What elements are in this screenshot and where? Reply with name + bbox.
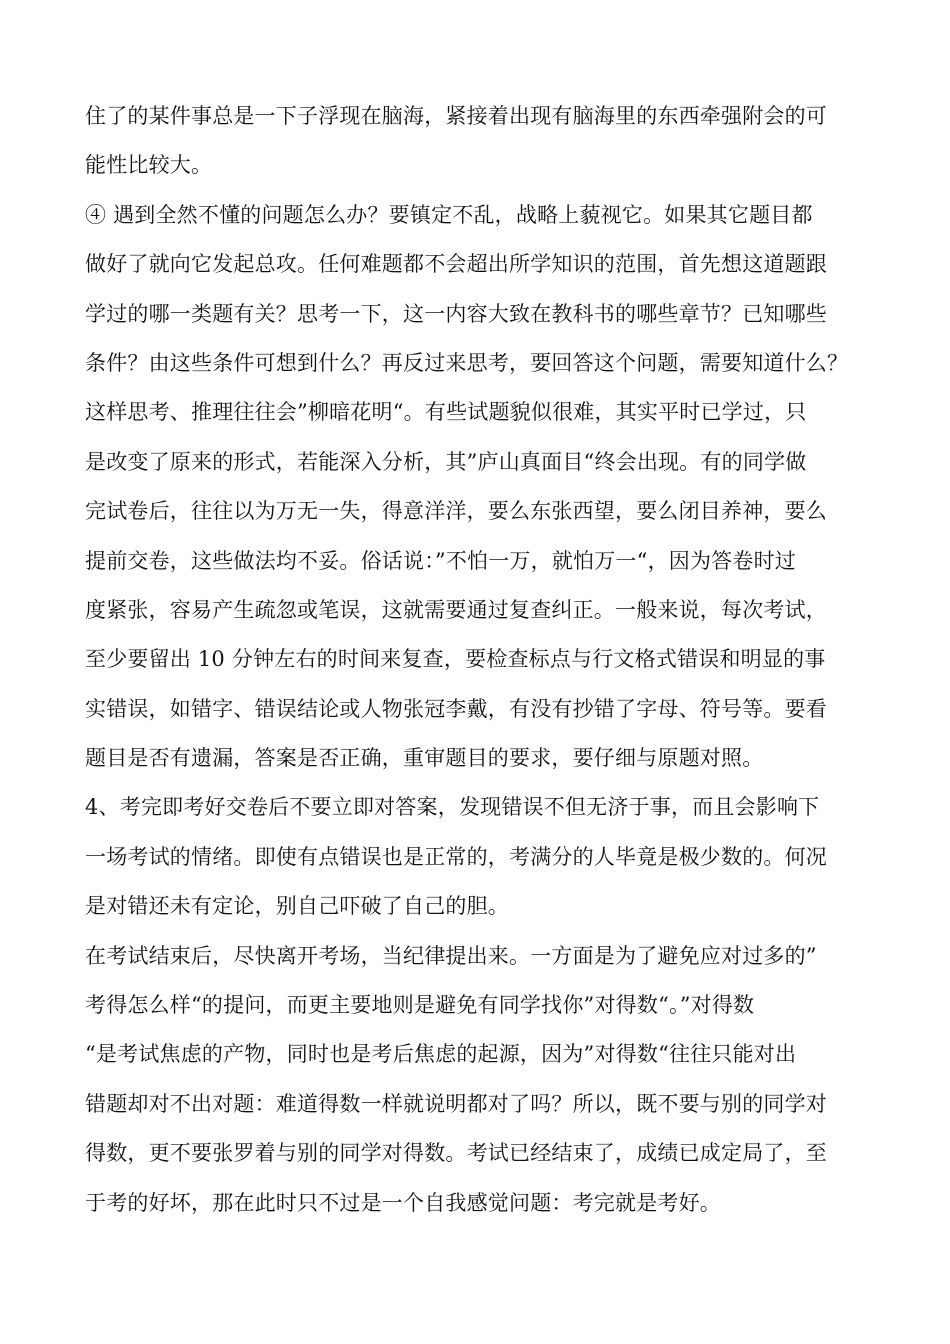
text-line: 是对错还未有定论，别自己吓破了自己的胆。: [85, 894, 509, 919]
text-line: 住了的某件事总是一下子浮现在脑海，紧接着出现有脑海里的东西牵强附会的可: [85, 104, 827, 128]
text-line: 度紧张，容易产生疏忽或笔误，这就需要通过复查纠正。一般来说，每次考试，: [85, 597, 827, 622]
text-line: 条件？由这些条件可想到什么？再反过来思考，要回答这个问题，需要知道什么？: [85, 350, 849, 375]
text-line: 这样思考、推理往往会”柳暗花明“。有些试题貌似很难，其实平时已学过，只: [85, 400, 807, 425]
text-line: 做好了就向它发起总攻。任何难题都不会超出所学知识的范围，首先想这道题跟: [85, 252, 827, 277]
text-line: 学过的哪一类题有关？思考一下，这一内容大致在教科书的哪些章节？已知哪些: [85, 301, 827, 326]
text-line: 实错误，如错字、错误结论或人物张冠李戴，有没有抄错了字母、符号等。要看: [85, 696, 827, 721]
text-line: 是改变了原来的形式，若能深入分析，其”庐山真面目“终会出现。有的同学做: [85, 449, 807, 474]
text-line: 错题却对不出对题：难道得数一样就说明都对了吗？所以，既不要与别的同学对: [85, 1091, 827, 1116]
text-line: 能性比较大。: [85, 153, 213, 178]
body-text: [85, 92, 885, 1228]
text-line: 考得怎么样“的提问，而更主要地则是避免有同学找你”对得数“。”对得数: [85, 993, 755, 1018]
text-line: 于考的好坏，那在此时只不过是一个自我感觉问题：考完就是考好。: [85, 1190, 721, 1215]
text-line: 题目是否有遗漏，答案是否正确，重审题目的要求，要仔细与原题对照。: [85, 746, 764, 771]
text-line: 在考试结束后，尽快离开考场，当纪律提出来。一方面是为了避免应对过多的”: [85, 943, 817, 968]
text-line: 完试卷后，往往以为万无一失，得意洋洋，要么东张西望，要么闭目养神，要么: [85, 499, 827, 524]
text-line: 至少要留出 10 分钟左右的时间来复查，要检查标点与行文格式错误和明显的事: [85, 647, 826, 672]
text-line: 得数，更不要张罗着与别的同学对得数。考试已经结束了，成绩已成定局了，至: [85, 1141, 827, 1166]
text-line: 4、考完即考好交卷后不要立即对答案，发现错误不但无济于事，而且会影响下: [85, 795, 820, 820]
text-line: 一场考试的情绪。即使有点错误也是正常的，考满分的人毕竟是极少数的。何况: [85, 844, 827, 869]
text-line: ④ 遇到全然不懂的问题怎么办？要镇定不乱，战略上藐视它。如果其它题目都: [85, 202, 813, 227]
text-line: “是考试焦虑的产物，同时也是考后焦虑的起源，因为”对得数“往往只能对出: [85, 1042, 797, 1067]
text-line: 提前交卷，这些做法均不妥。俗话说：”不怕一万，就怕万一“，因为答卷时过: [85, 548, 796, 573]
